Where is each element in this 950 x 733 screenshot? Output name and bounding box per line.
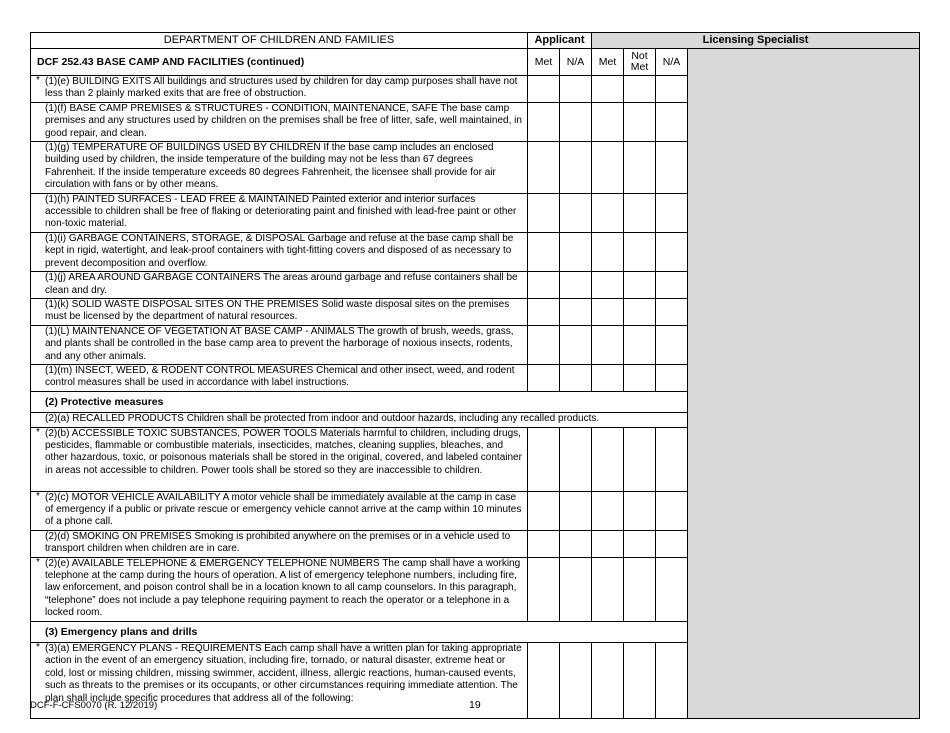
check-cell[interactable]	[560, 325, 592, 364]
col-specialist-met: Met	[592, 49, 624, 76]
check-cell[interactable]	[560, 272, 592, 299]
check-cell[interactable]	[528, 427, 560, 491]
check-cell[interactable]	[656, 298, 688, 325]
check-cell[interactable]	[592, 193, 624, 232]
requirement-text: (2)(e) AVAILABLE TELEPHONE & EMERGENCY TELEPHONE NUMBERS The camp shall have a working telephone at the camp during the hours of operation. A list of emergency telephone numbers, including fire, law enforcement, and poison control shall be in a location known to all camp counselors. In this paragraph, “telephone” does not include a pay telephone requiring payment to reach the operator or a telephone in a locked room.	[45, 557, 521, 619]
check-cell[interactable]	[656, 427, 688, 491]
col-applicant-na: N/A	[560, 49, 592, 76]
check-cell[interactable]	[560, 76, 592, 103]
check-cell[interactable]	[560, 193, 592, 232]
check-cell[interactable]	[624, 76, 656, 103]
check-cell[interactable]	[560, 232, 592, 271]
check-cell[interactable]	[528, 298, 560, 325]
check-cell[interactable]	[528, 364, 560, 391]
check-cell[interactable]	[528, 142, 560, 194]
check-cell[interactable]	[528, 643, 560, 719]
check-cell[interactable]	[528, 557, 560, 621]
check-cell[interactable]	[624, 643, 656, 719]
requirement-text: (3)(a) EMERGENCY PLANS - REQUIREMENTS Each camp shall have a written plan for taking appropriate action in the event of an emergency situation, including fire, tornado, or natural disaster, extreme heat or cold, lost or missing children, missing swimmer, accident, illness, allergic reactions, human-caused events, such as threats to the premises or its occupants, or other circumstances requiring immediate attention. The plan shall include specific procedures that address all of the following:	[45, 643, 522, 704]
required-marker: *	[36, 556, 40, 568]
check-cell[interactable]	[656, 364, 688, 391]
licensing-specialist-header: Licensing Specialist	[592, 33, 920, 49]
check-cell[interactable]	[656, 491, 688, 530]
requirement-text: (1)(i) GARBAGE CONTAINERS, STORAGE, & DISPOSAL Garbage and refuse at the base camp shall be kept in rigid, watertight, and leak-proof containers with tight-fitting covers and disposed of as necessary to prevent decomposition and overflow.	[45, 232, 514, 269]
check-cell[interactable]	[656, 193, 688, 232]
required-marker: *	[36, 490, 40, 502]
check-cell[interactable]	[656, 530, 688, 557]
check-cell[interactable]	[624, 272, 656, 299]
section-title: DCF 252.43 BASE CAMP AND FACILITIES (continued)	[31, 49, 528, 76]
check-cell[interactable]	[592, 643, 624, 719]
check-cell[interactable]	[592, 298, 624, 325]
check-cell[interactable]	[592, 364, 624, 391]
check-cell[interactable]	[528, 232, 560, 271]
check-cell[interactable]	[656, 325, 688, 364]
requirement-text: (2)(d) SMOKING ON PREMISES Smoking is prohibited anywhere on the premises or in a vehicle used to transport children when children are in care.	[45, 530, 511, 555]
requirement-text: (1)(e) BUILDING EXITS All buildings and structures used by children for day camp purposes shall have not less than 2 plainly marked exits that are free of obstruction.	[45, 76, 518, 100]
requirement-text: (1)(k) SOLID WASTE DISPOSAL SITES ON THE PREMISES Solid waste disposal sites on the premises must be licensed by the department of natural resources.	[45, 298, 510, 323]
check-cell[interactable]	[624, 193, 656, 232]
col-specialist-not-met: Not Met	[624, 49, 656, 76]
required-marker: *	[36, 642, 40, 654]
requirement-text: (1)(g) TEMPERATURE OF BUILDINGS USED BY CHILDREN If the base camp includes an enclosed building used by children, the inside temperature of the building may not be less than 67 degrees Fahrenheit. If the inside temperature exceeds 80 degrees Fahrenheit, the licensee shall provide for air circulation with fans or by other means.	[45, 142, 496, 191]
check-cell[interactable]	[592, 557, 624, 621]
check-cell[interactable]	[624, 557, 656, 621]
check-cell[interactable]	[624, 364, 656, 391]
requirement-text: (1)(L) MAINTENANCE OF VEGETATION AT BASE CAMP - ANIMALS The growth of brush, weeds, grass, and plants shall be controlled in the base camp area to prevent the harborage of noxious insects, rodents, and any other animals.	[45, 325, 514, 362]
check-cell[interactable]	[560, 530, 592, 557]
check-cell[interactable]	[560, 643, 592, 719]
check-cell[interactable]	[528, 102, 560, 141]
check-cell[interactable]	[656, 142, 688, 194]
check-cell[interactable]	[560, 102, 592, 141]
page-number: 19	[469, 699, 481, 711]
required-marker: *	[36, 426, 40, 438]
form-id: DCF-F-CFS0070 (R. 12/2019)	[30, 700, 158, 711]
specialist-notes-area	[688, 49, 920, 719]
check-cell[interactable]	[592, 530, 624, 557]
check-cell[interactable]	[528, 491, 560, 530]
check-cell[interactable]	[592, 76, 624, 103]
check-cell[interactable]	[656, 232, 688, 271]
col-specialist-na: N/A	[656, 49, 688, 76]
check-cell[interactable]	[592, 491, 624, 530]
check-cell[interactable]	[560, 427, 592, 491]
department-header: DEPARTMENT OF CHILDREN AND FAMILIES	[31, 33, 528, 49]
check-cell[interactable]	[560, 364, 592, 391]
check-cell[interactable]	[624, 102, 656, 141]
check-cell[interactable]	[624, 491, 656, 530]
check-cell[interactable]	[624, 142, 656, 194]
requirement-text: (1)(j) AREA AROUND GARBAGE CONTAINERS The areas around garbage and refuse containers shall be clean and dry.	[45, 272, 518, 296]
check-cell[interactable]	[528, 325, 560, 364]
check-cell[interactable]	[656, 557, 688, 621]
check-cell[interactable]	[624, 298, 656, 325]
check-cell[interactable]	[528, 76, 560, 103]
section-heading-protective-measures: (2) Protective measures	[31, 391, 688, 412]
check-cell[interactable]	[656, 272, 688, 299]
check-cell[interactable]	[656, 102, 688, 141]
requirement-text: (1)(m) INSECT, WEED, & RODENT CONTROL MEASURES Chemical and other insect, weed, and rodent control measures shall be used in accordance with label instructions.	[45, 364, 515, 389]
check-cell[interactable]	[592, 232, 624, 271]
requirement-text: (2)(a) RECALLED PRODUCTS Children shall be protected from indoor and outdoor hazards, including any recalled products.	[31, 413, 688, 427]
check-cell[interactable]	[560, 557, 592, 621]
check-cell[interactable]	[592, 102, 624, 141]
check-cell[interactable]	[592, 142, 624, 194]
check-cell[interactable]	[624, 232, 656, 271]
check-cell[interactable]	[592, 427, 624, 491]
check-cell[interactable]	[592, 325, 624, 364]
requirement-text: (2)(c) MOTOR VEHICLE AVAILABILITY A motor vehicle shall be immediately available at the camp in case of emergency if a public or private rescue or emergency vehicle cannot arrive at the camp within 10 minutes of a phone call.	[45, 491, 522, 528]
check-cell[interactable]	[560, 491, 592, 530]
required-marker: *	[36, 75, 40, 86]
check-cell[interactable]	[560, 142, 592, 194]
check-cell[interactable]	[624, 325, 656, 364]
check-cell[interactable]	[528, 193, 560, 232]
check-cell[interactable]	[560, 298, 592, 325]
check-cell[interactable]	[656, 643, 688, 719]
check-cell[interactable]	[528, 272, 560, 299]
check-cell[interactable]	[528, 530, 560, 557]
checklist-table	[30, 32, 920, 719]
check-cell[interactable]	[624, 427, 656, 491]
requirement-text: (1)(h) PAINTED SURFACES - LEAD FREE & MAINTAINED Painted exterior and interior surfaces accessible to children shall be free of flaking or deteriorating paint and finished with lead-free paint or other non-toxic material.	[45, 193, 517, 230]
check-cell[interactable]	[592, 272, 624, 299]
check-cell[interactable]	[656, 76, 688, 103]
col-applicant-met: Met	[528, 49, 560, 76]
requirement-text: (1)(f) BASE CAMP PREMISES & STRUCTURES - CONDITION, MAINTENANCE, SAFE The base camp premises and any structures used by children on the premises shall be free of litter, safe, well maintained, in good repair, and clean.	[45, 102, 522, 139]
check-cell[interactable]	[624, 530, 656, 557]
applicant-header: Applicant	[528, 33, 592, 49]
section-heading-emergency-plans: (3) Emergency plans and drills	[31, 621, 688, 642]
requirement-text: (2)(b) ACCESSIBLE TOXIC SUBSTANCES, POWER TOOLS Materials harmful to children, including drugs, pesticides, flammable or combustible materials, insecticides, matches, cleaning supplies, bleaches, and other hazardous, toxic, or poisonous materials shall be stored in the original, covered, and labeled container in areas not accessible to children. Power tools shall be stored so they are inaccessible to children.	[45, 427, 522, 476]
